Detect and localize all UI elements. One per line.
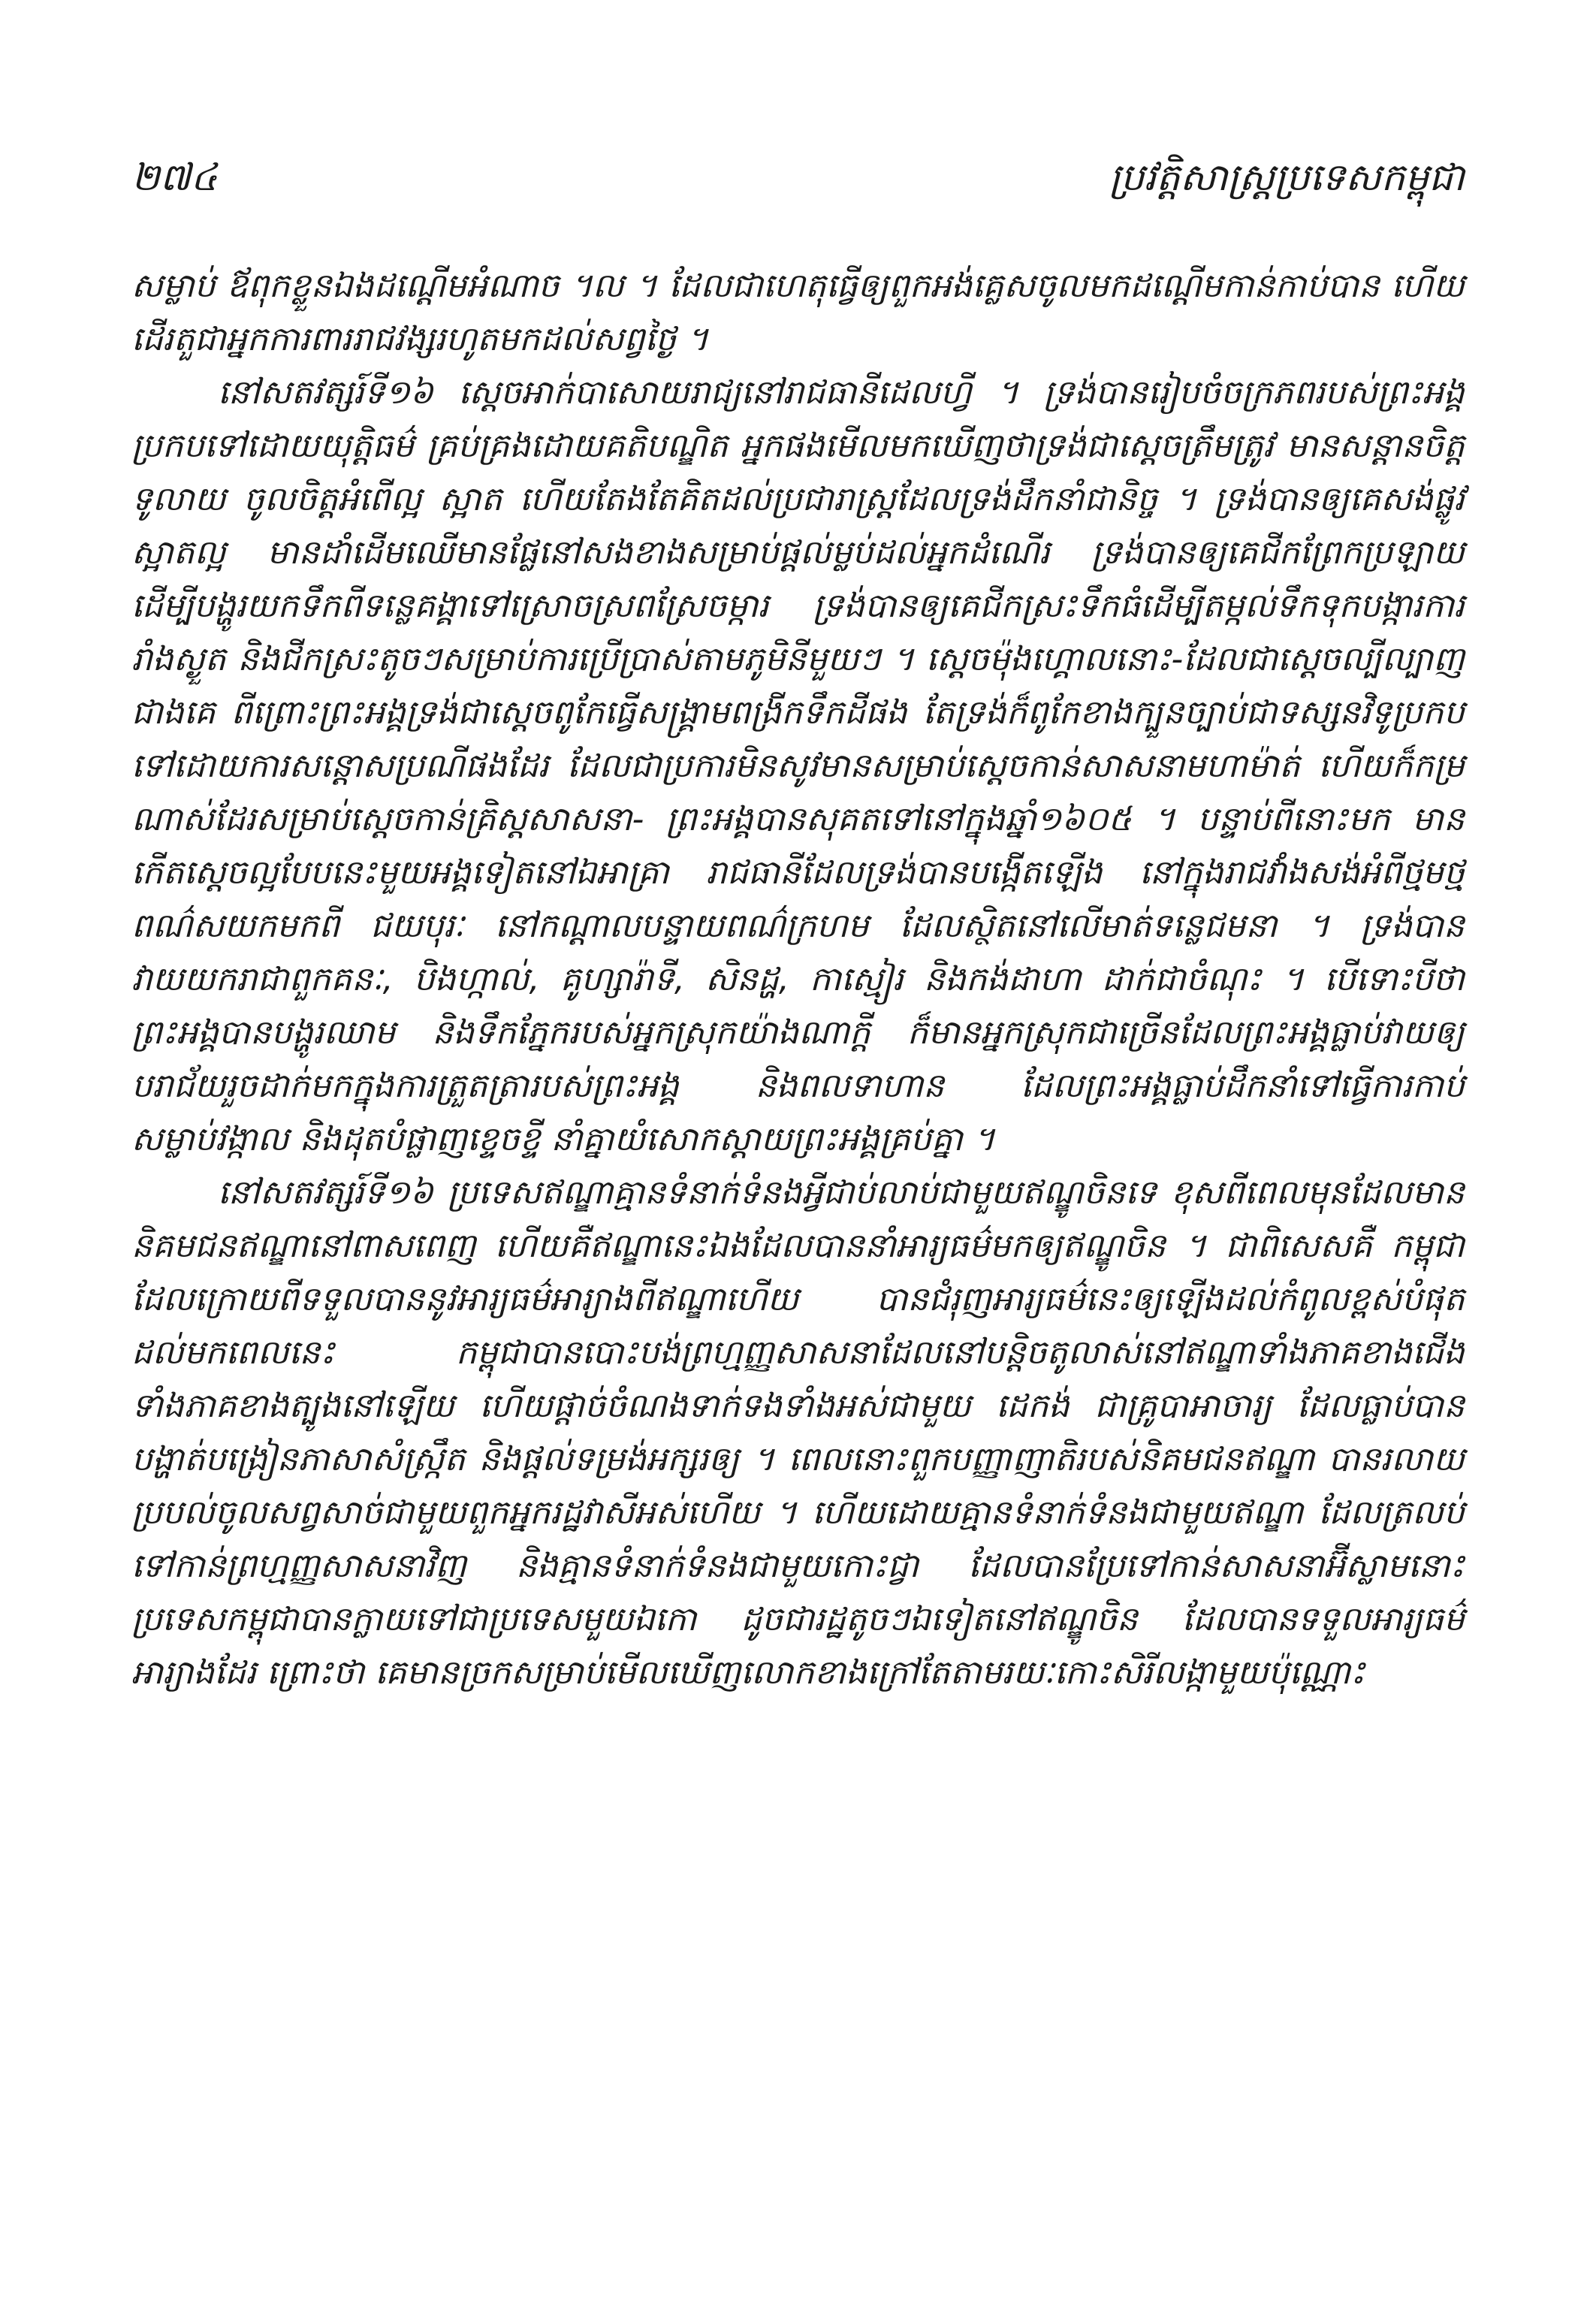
paragraph-akbar: នៅសតវត្សរ៍ទី១៦ ស្តេចអាក់បាសោយរាជ្យនៅរាជធានីដេលហ្វី ។ ទ្រង់បានរៀបចំចក្រភពរបស់ព្រះអង្គប្រកបទៅដោយយុត្តិធម៌ គ្រប់គ្រងដោយគតិបណ្ឌិត អ្នកផងមើលមកឃើញថាទ្រង់ជាស្តេចត្រឹមត្រូវ មានសន្តានចិត្តទូលាយ ចូលចិត្តអំពើល្អ ស្អាត ហើយតែងតែគិតដល់ប្រជារាស្ត្រដែលទ្រង់ដឹកនាំជានិច្ច ។ ទ្រង់បានឲ្យគេសង់ផ្លូវស្អាតល្អ មានដាំដើមឈើមានផ្លែនៅសងខាងសម្រាប់ផ្តល់ម្លប់ដល់អ្នកដំណើរ ទ្រង់បានឲ្យគេជីកព្រែកប្រឡាយដើម្បីបង្ហូរយកទឹកពីទន្លេគង្គាទៅស្រោចស្រពស្រែចម្ការ ទ្រង់បានឲ្យគេជីកស្រះទឹកធំដើម្បីតម្កល់ទឹកទុកបង្ការការរាំងស្ងួត និងជីកស្រះតូចៗសម្រាប់ការប្រើប្រាស់តាមភូមិនីមួយៗ ។ ស្តេចម៉ុងហ្គោលនោះ-ដែលជាស្តេចល្បីល្បាញជាងគេ ពីព្រោះព្រះអង្គទ្រង់ជាស្តេចពូកែធ្វើសង្គ្រាមពង្រីកទឹកដីផង តែទ្រង់ក៏ពូកែខាងក្បួនច្បាប់ជាទស្សនវិទូប្រកបទៅដោយការសន្តោសប្រណីផងដែរ ដែលជាប្រការមិនសូវមានសម្រាប់ស្តេចកាន់សាសនាមហាម៉ាត់ ហើយក៏កម្រណាស់ដែរសម្រាប់ស្តេចកាន់គ្រិស្តសាសនា- ព្រះអង្គបានសុគតទៅនៅក្នុងឆ្នាំ១៦០៥ ។ បន្ទាប់ពីនោះមក មានកើតស្តេចល្អបែបនេះមួយអង្គទៀតនៅឯអាគ្រា រាជធានីដែលទ្រង់បានបង្កើតឡើង នៅក្នុងរាជវាំងសង់អំពីថ្មមថ្មពណ៌សយកមកពី ជយបុរៈ នៅកណ្តាលបន្ទាយពណ៌ក្រហម ដែលស្ថិតនៅលើមាត់ទន្លេជមនា ។ ទ្រង់បានវាយយករាជាពួកគនៈ, បិងហ្កាល់, គូហ្សារ៉ាទី, សិនដ្ហ, កាស្មៀរ និងកង់ដាហា ដាក់ជាចំណុះ ។ បើទោះបីថាព្រះអង្គបានបង្ហូរឈាម និងទឹកភ្នែករបស់អ្នកស្រុកយ៉ាងណាក្តី ក៏មានអ្នកស្រុកជាច្រើនដែលព្រះអង្គធ្លាប់វាយឲ្យបរាជ័យរួចដាក់មកក្នុងការត្រួតត្រារបស់ព្រះអង្គ និងពលទាហាន ដែលព្រះអង្គធ្លាប់ដឹកនាំទៅធ្វើការកាប់សម្លាប់វង្កាល និងដុតបំផ្លាញខ្ទេចខ្ទី នាំគ្នាយំសោកស្តាយព្រះអង្គគ្រប់គ្នា ។: [131, 373, 1465, 1158]
paragraph-continued: សម្លាប់ ឪពុកខ្លួនឯងដណ្តើមអំណាច ។ល ។ ដែលជាហេតុធ្វើឲ្យពួកអង់គ្លេសចូលមកដណ្តើមកាន់កាប់បាន ហើយដើរតួជាអ្នកការពាររាជវង្សរហូតមកដល់សព្វថ្ងៃ ។: [131, 267, 1465, 358]
page-number: ២៧៤: [131, 156, 218, 199]
body-text: [131, 259, 1465, 1699]
paragraph-india-relations: នៅសតវត្សរ៍ទី១៦ ប្រទេសឥណ្ឌាគ្មានទំនាក់ទំនងអ្វីជាប់លាប់ជាមួយឥណ្ឌូចិនទេ ខុសពីពេលមុនដែលមាននិគមជនឥណ្ឌានៅពាសពេញ ហើយគឺឥណ្ឌានេះឯងដែលបាននាំអារ្យធម៌មកឲ្យឥណ្ឌូចិន ។ ជាពិសេសគឺ កម្ពុជាដែលក្រោយពីទទួលបាននូវអារ្យធម៌អារ្យាងពីឥណ្ឌាហើយ បានជំរុញអារ្យធម៌នេះឲ្យឡើងដល់កំពូលខ្ពស់បំផុត ដល់មកពេលនេះ កម្ពុជាបានបោះបង់ព្រហ្មញ្ញសាសនាដែលនៅបន្តិចតូលាស់នៅឥណ្ឌាទាំងភាគខាងជើង ទាំងភាគខាងត្បូងនៅឡើយ ហើយផ្តាច់ចំណងទាក់ទងទាំងអស់ជាមួយ ដេកង់ ជាគ្រូបាអាចារ្យ ដែលធ្លាប់បានបង្ហាត់បង្រៀនភាសាសំស្ក្រឹត និងផ្តល់ទម្រង់អក្សរឲ្យ ។ ពេលនោះពួកបញ្ញាញាតិរបស់និគមជនឥណ្ឌា បានរលាយប្របល់ចូលសព្វសាច់ជាមួយពួកអ្នករដ្ឋវាសីអស់ហើយ ។ ហើយដោយគ្មានទំនាក់ទំនងជាមួយឥណ្ឌា ដែលត្រលប់ទៅកាន់ព្រហ្មញ្ញសាសនាវិញ និងគ្មានទំនាក់ទំនងជាមួយកោះជ្វា ដែលបានប្រែទៅកាន់សាសនាអ៊ីស្លាមនោះប្រទេសកម្ពុជាបានក្លាយទៅជាប្រទេសមួយឯកោ ដូចជារដ្ឋតូចៗឯទៀតនៅឥណ្ឌូចិន ដែលបានទទួលអារ្យធម៌អារ្យាងដែរ ព្រោះថា គេមានច្រកសម្រាប់មើលឃើញលោកខាងក្រៅតែតាមរយៈកោះសិរីលង្កាមួយប៉ុណ្ណោះ: [131, 1173, 1465, 1692]
page-header: [131, 154, 1465, 214]
running-title: ប្រវត្តិសាស្ត្រប្រទេសកម្ពុជា: [1109, 156, 1465, 199]
